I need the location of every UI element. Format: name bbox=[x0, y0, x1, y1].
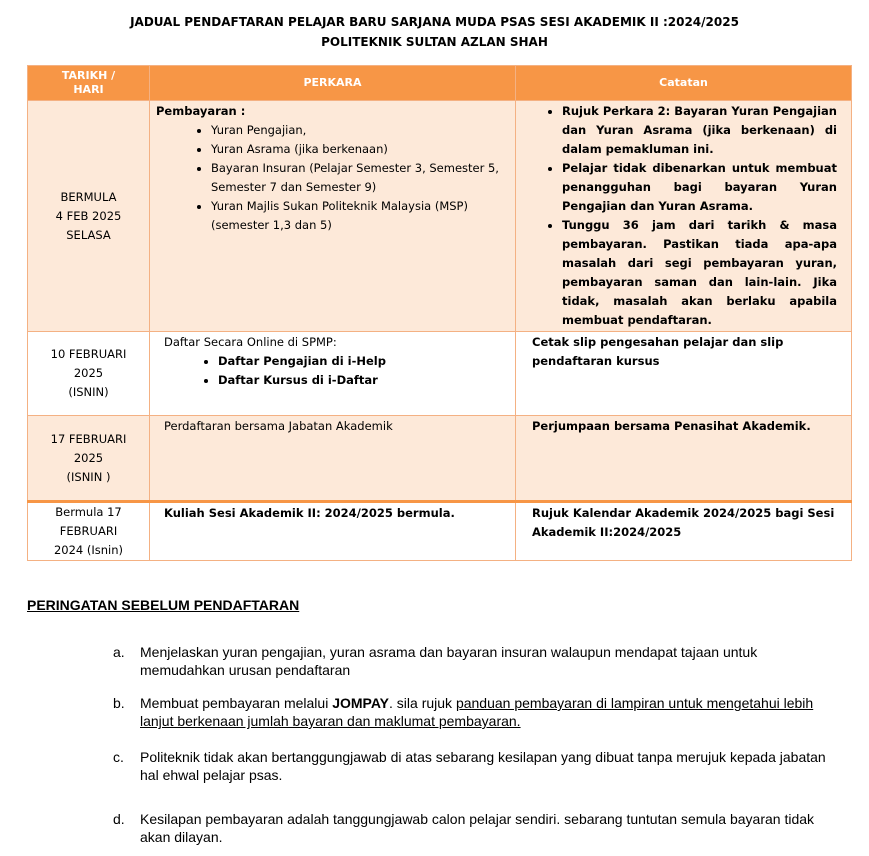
table-row bbox=[28, 332, 852, 416]
item-heading: Pembayaran : bbox=[156, 104, 246, 118]
warning-item-a: a. Menjelaskan yuran pengajian, yuran asrama dan bayaran insuran walaupun mendapat tajaan untuk memudahkan urusan pendaftaran bbox=[113, 644, 758, 678]
warning-item-b: b. Membuat pembayaran melalui JOMPAY. sila rujuk panduan pembayaran di lampiran untuk mengetahui lebih lanjut berkenaan jumlah bayaran dan maklumat pembayaran. bbox=[113, 695, 814, 729]
note-item: • Rujuk Perkara 2: Bayaran Yuran Pengajian dan Yuran Asrama (jika berkenaan) di dalam pemakluman ini. bbox=[562, 102, 837, 159]
column-header-item: PERKARA bbox=[150, 66, 516, 101]
note-cell: Cetak slip pengesahan pelajar dan slip pendaftaran kursus bbox=[516, 332, 852, 416]
payment-guide-link[interactable]: panduan pembayaran di lampiran untuk mengetahui lebih lanjut berkenaan jumlah bayaran dan maklumat pembayaran. bbox=[140, 695, 814, 729]
warning-item-d: d. Kesilapan pembayaran adalah tanggungjawab calon pelajar sendiri. sebarang tuntutan semula bayaran tidak akan dilayan. bbox=[113, 811, 815, 845]
note-item: • Tunggu 36 jam dari tarikh & masa pembayaran. Pastikan tiada apa-apa masalah dari segi pembayaran yuran, pembayaran saman dan lain-lain. Jika tidak, masalah akan berlaku apabila membuat pendaftaran. bbox=[562, 216, 837, 330]
jompay-label: JOMPAY bbox=[332, 695, 390, 711]
list-item: • Bayaran Insuran (Pelajar Semester 3, Semester 5, Semester 7 dan Semester 9) bbox=[211, 159, 509, 197]
item-cell bbox=[150, 332, 516, 416]
date-cell: 17 FEBRUARI 2025 (ISNIN ) bbox=[28, 416, 150, 502]
list-item: • Yuran Pengajian, bbox=[211, 121, 509, 140]
list-item: • Daftar Pengajian di i-Help bbox=[218, 352, 509, 371]
column-header-date: TARIKH / HARI bbox=[28, 66, 150, 101]
title-line-2: POLITEKNIK SULTAN AZLAN SHAH bbox=[321, 35, 548, 49]
table-row bbox=[28, 101, 852, 332]
title-line-1: JADUAL PENDAFTARAN PELAJAR BARU SARJANA MUDA PSAS SESI AKADEMIK II :2024/2025 bbox=[130, 15, 739, 29]
date-cell: 10 FEBRUARI 2025 (ISNIN) bbox=[28, 332, 150, 416]
note-cell bbox=[516, 101, 852, 332]
item-cell: Kuliah Sesi Akademik II: 2024/2025 bermula. bbox=[150, 502, 516, 561]
item-cell bbox=[150, 101, 516, 332]
list-item: • Yuran Asrama (jika berkenaan) bbox=[211, 140, 509, 159]
item-heading: Daftar Secara Online di SPMP: bbox=[164, 335, 337, 349]
page-title bbox=[0, 12, 869, 52]
note-cell: Perjumpaan bersama Penasihat Akademik. bbox=[516, 416, 852, 502]
date-cell: BERMULA 4 FEB 2025 SELASA bbox=[28, 101, 150, 332]
note-item: • Pelajar tidak dibenarkan untuk membuat penangguhan bagi bayaran Yuran Pengajian dan Yuran Asrama. bbox=[562, 159, 837, 216]
date-cell: Bermula 17 FEBRUARI 2024 (Isnin) bbox=[28, 502, 150, 561]
note-cell: Rujuk Kalendar Akademik 2024/2025 bagi Sesi Akademik II:2024/2025 bbox=[516, 502, 852, 561]
table-header-row bbox=[28, 66, 852, 101]
item-cell: Perdaftaran bersama Jabatan Akademik bbox=[150, 416, 516, 502]
column-header-note: Catatan bbox=[516, 66, 852, 101]
schedule-table bbox=[27, 65, 852, 561]
warning-item-c: c. Politeknik tidak akan bertanggungjawab di atas sebarang kesilapan yang dibuat tanpa merujuk kepada jabatan hal ehwal pelajar psas. bbox=[113, 749, 826, 783]
list-item: • Daftar Kursus di i-Daftar bbox=[218, 371, 509, 390]
list-item: • Yuran Majlis Sukan Politeknik Malaysia (MSP) (semester 1,3 dan 5) bbox=[211, 197, 509, 235]
table-row bbox=[28, 416, 852, 502]
table-row bbox=[28, 502, 852, 561]
warnings-title: PERINGATAN SEBELUM PENDAFTARAN bbox=[27, 597, 300, 613]
